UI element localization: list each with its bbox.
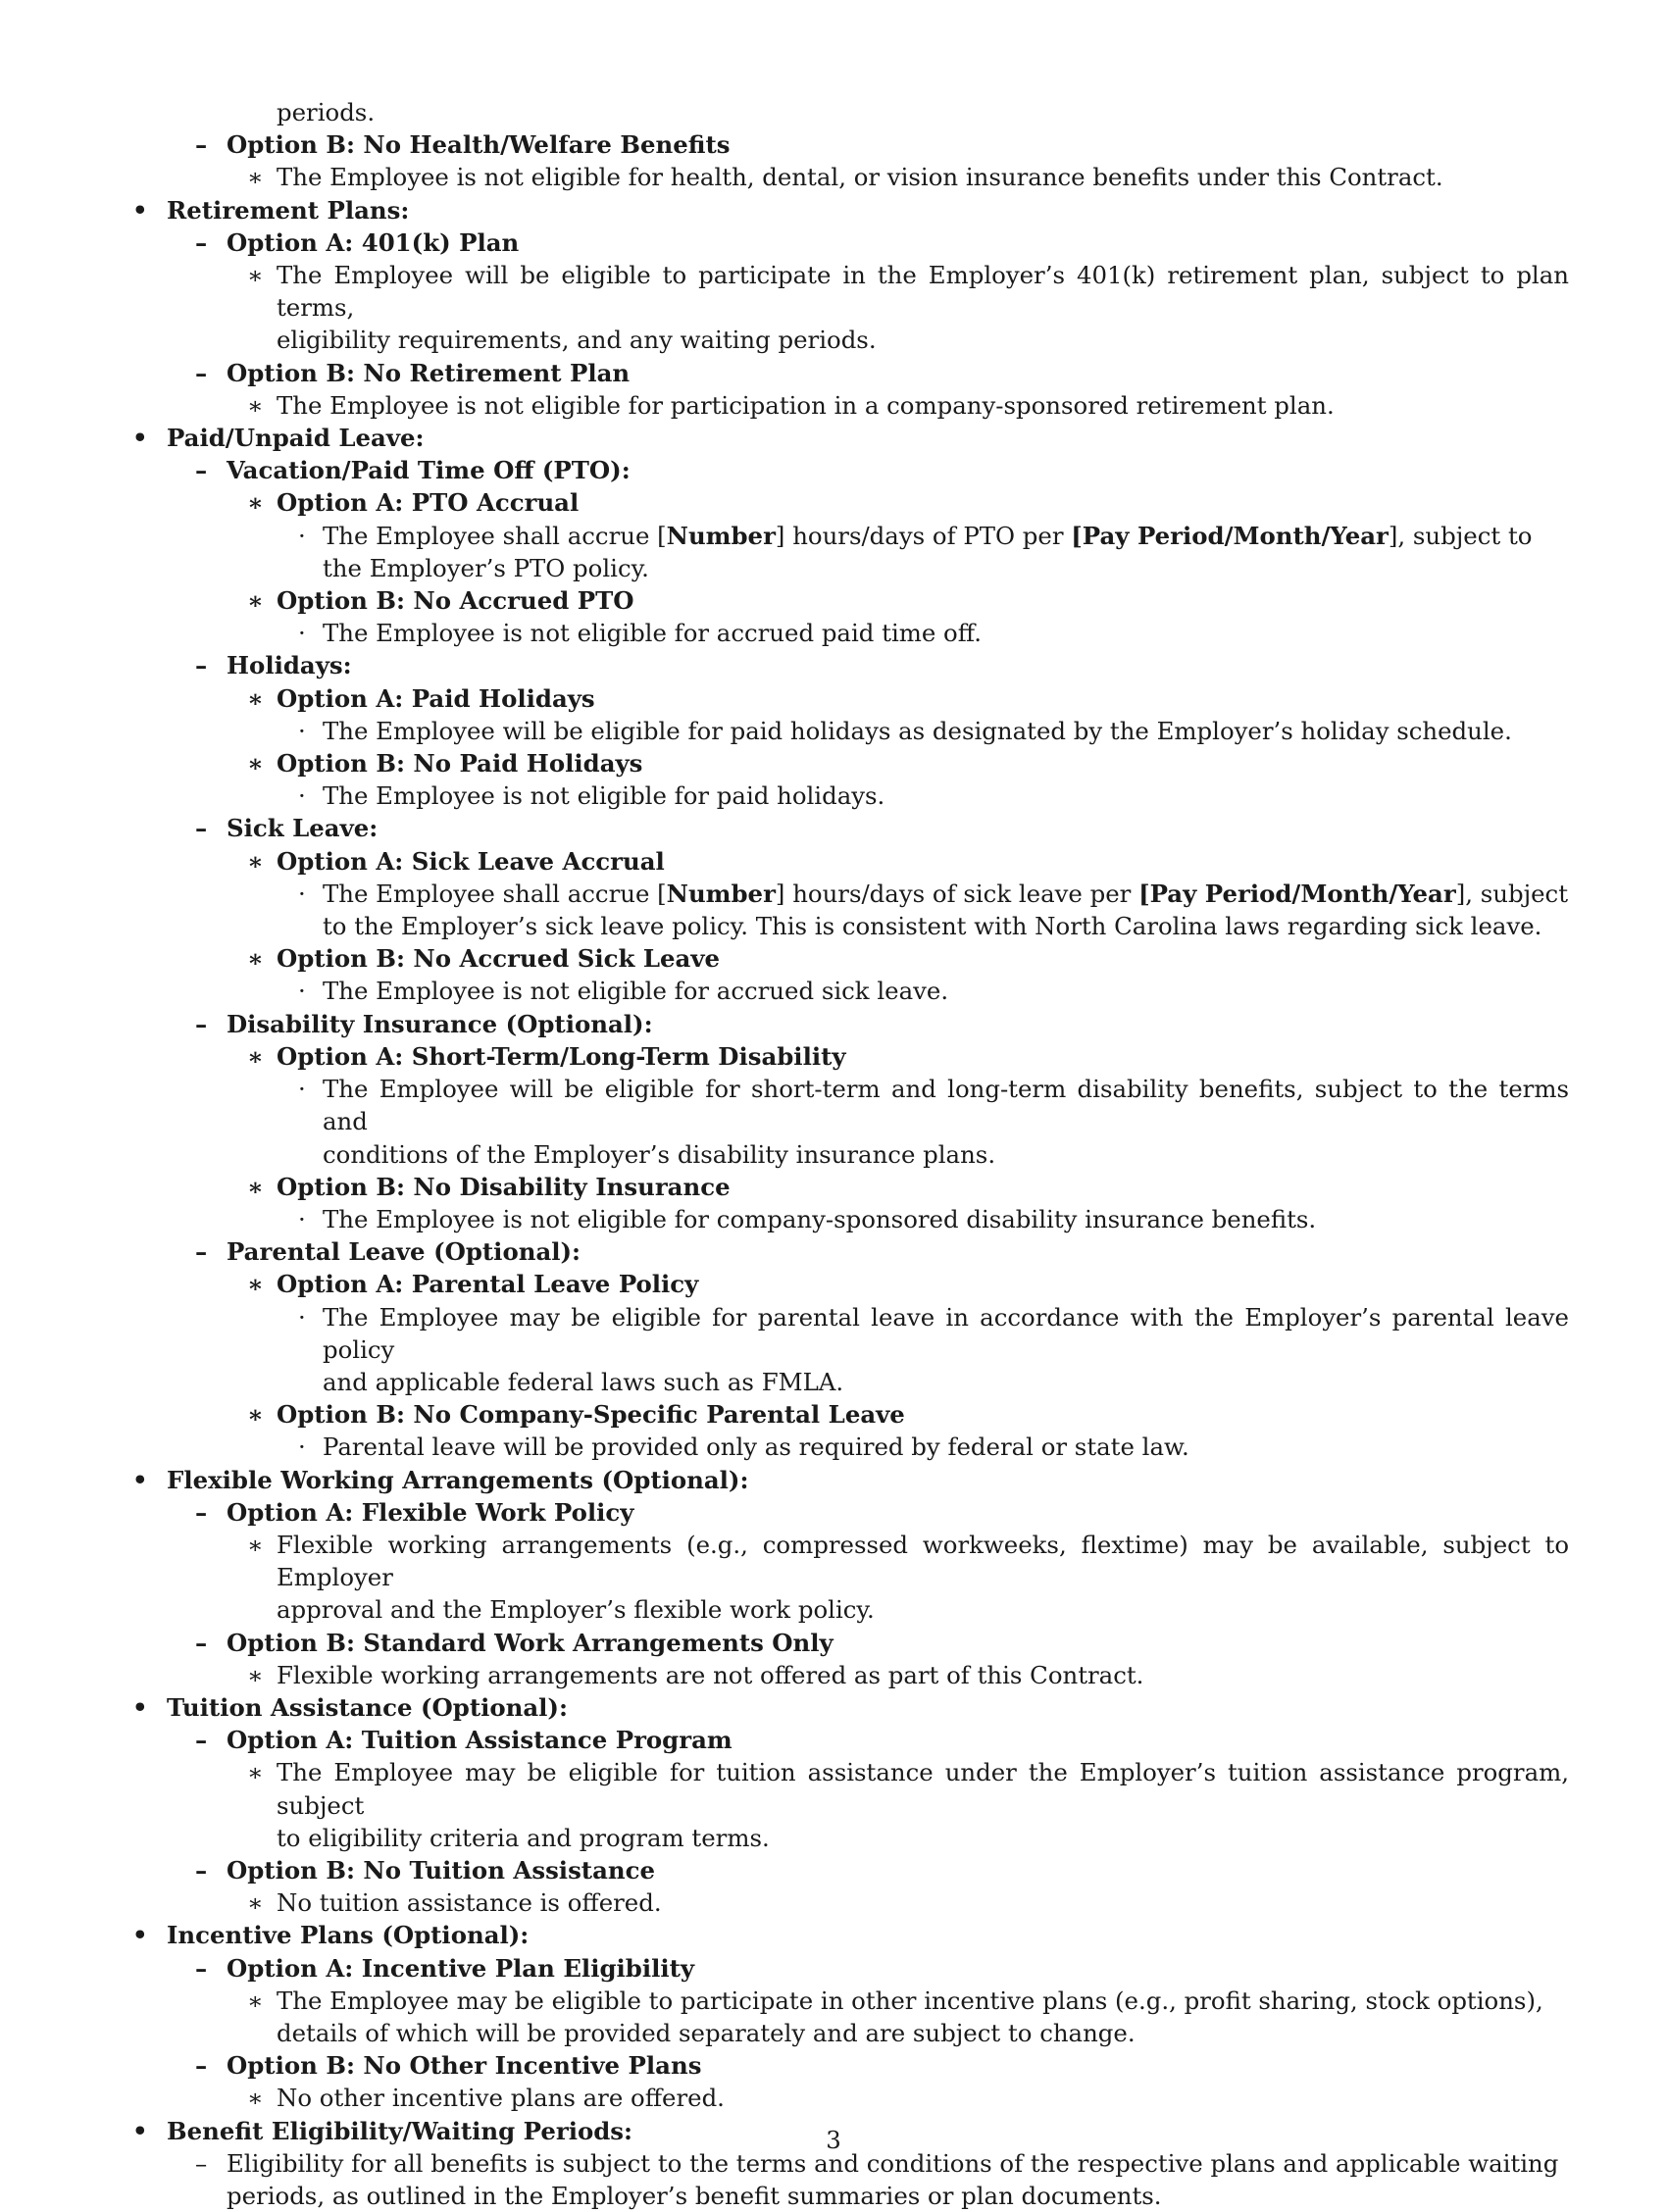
flexible-option-b-title: – Option B: Standard Work Arrangements Only: [132, 1627, 1569, 1659]
flexible-option-a-title: – Option A: Flexible Work Policy: [132, 1496, 1569, 1529]
bullet-marker: •: [132, 1921, 148, 1950]
sick-option-a-text-cont: to the Employer’s sick leave policy. This is consistent with North Carolina laws regarding sick leave.: [323, 912, 1542, 941]
holidays-option-b-text: · The Employee is not eligible for paid holidays.: [132, 779, 1569, 812]
dash-marker: –: [195, 2051, 208, 2081]
asterisk-marker: ∗: [247, 163, 264, 192]
sick-heading: – Sick Leave:: [132, 812, 1569, 844]
dot-marker: ·: [298, 1075, 306, 1104]
retirement-option-a-text: ∗ The Employee will be eligible to participate in the Employer’s 401(k) retirement plan, subject to plan terms,: [247, 261, 1569, 323]
parental-heading: – Parental Leave (Optional):: [132, 1235, 1569, 1268]
sick-option-a-title: ∗ Option A: Sick Leave Accrual: [132, 845, 1569, 878]
dash-marker: –: [195, 2148, 208, 2178]
asterisk-marker: ∗: [247, 846, 264, 876]
dash-marker: –: [195, 358, 208, 387]
dash-marker: –: [195, 1726, 208, 1755]
retirement-option-b-title: – Option B: No Retirement Plan: [132, 357, 1569, 389]
dash-marker: –: [195, 130, 208, 160]
pto-heading: – Vacation/Paid Time Off (PTO):: [132, 454, 1569, 486]
disability-option-a-title: ∗ Option A: Short-Term/Long-Term Disability: [132, 1040, 1569, 1073]
dash-marker: –: [195, 1855, 208, 1885]
eligibility-text-cont: periods, as outlined in the Employer’s benefit summaries or plan documents.: [227, 2182, 1162, 2210]
tuition-option-b-text: ∗ No tuition assistance is offered.: [132, 1886, 1569, 1919]
flexible-option-a-text: ∗ Flexible working arrangements (e.g., compressed workweeks, flextime) may be available, subject to Employer: [247, 1530, 1569, 1592]
dot-marker: ·: [298, 781, 306, 811]
disability-option-b-title: ∗ Option B: No Disability Insurance: [132, 1171, 1569, 1203]
asterisk-marker: ∗: [247, 1530, 264, 1559]
bullet-marker: •: [132, 2116, 148, 2145]
document-body: [132, 96, 1569, 2212]
dot-marker: ·: [298, 716, 306, 745]
asterisk-marker: ∗: [247, 683, 264, 713]
dot-marker: ·: [298, 879, 306, 908]
parental-option-a-text: · The Employee may be eligible for parental leave in accordance with the Employer’s parental leave policy: [298, 1302, 1569, 1364]
asterisk-marker: ∗: [247, 1758, 264, 1787]
asterisk-marker: ∗: [247, 749, 264, 779]
asterisk-marker: ∗: [247, 1041, 264, 1071]
dash-marker: –: [195, 1237, 208, 1267]
dot-marker: ·: [298, 619, 306, 648]
retirement-option-a-text-cont: eligibility requirements, and any waiting periods.: [277, 326, 877, 355]
bullet-marker: •: [132, 1465, 148, 1494]
health-option-b-title: – Option B: No Health/Welfare Benefits: [132, 128, 1569, 161]
page-number: 3: [826, 2126, 841, 2154]
dot-marker: ·: [298, 1433, 306, 1462]
disability-heading: – Disability Insurance (Optional):: [132, 1008, 1569, 1040]
retirement-option-a-title: – Option A: 401(k) Plan: [132, 226, 1569, 259]
incentive-option-a-text: ∗ The Employee may be eligible to participate in other incentive plans (e.g., profit sharing, stock options),: [132, 1985, 1569, 2017]
sick-option-a-text: · The Employee shall accrue [Number] hours/days of sick leave per [Pay Period/Month/Year], subject: [132, 878, 1569, 910]
pto-option-a-title: ∗ Option A: PTO Accrual: [132, 486, 1569, 519]
holidays-option-a-text: · The Employee will be eligible for paid holidays as designated by the Employer’s holiday schedule.: [132, 715, 1569, 747]
sick-option-b-text: · The Employee is not eligible for accrued sick leave.: [132, 975, 1569, 1007]
dash-marker: –: [195, 1009, 208, 1038]
flexible-heading: • Flexible Working Arrangements (Optional):: [132, 1464, 1569, 1496]
incentive-option-b-title: – Option B: No Other Incentive Plans: [132, 2049, 1569, 2082]
flexible-option-a-text-cont: approval and the Employer’s flexible work policy.: [277, 1595, 875, 1625]
retirement-heading: • Retirement Plans:: [132, 194, 1569, 226]
asterisk-marker: ∗: [247, 1172, 264, 1201]
dot-marker: ·: [298, 521, 306, 550]
disability-option-a-text: · The Employee will be eligible for short-term and long-term disability benefits, subject to the terms and: [298, 1075, 1569, 1136]
asterisk-marker: ∗: [247, 390, 264, 420]
bullet-marker: •: [132, 195, 148, 225]
incentive-option-a-title: – Option A: Incentive Plan Eligibility: [132, 1952, 1569, 1985]
bullet-marker: •: [132, 424, 148, 453]
carryover-text: periods.: [277, 98, 376, 126]
tuition-option-b-title: – Option B: No Tuition Assistance: [132, 1854, 1569, 1886]
bullet-marker: •: [132, 1692, 148, 1722]
pto-option-b-text: · The Employee is not eligible for accrued paid time off.: [132, 617, 1569, 649]
pto-option-a-text: · The Employee shall accrue [Number] hours/days of PTO per [Pay Period/Month/Year], subject to: [132, 520, 1569, 552]
asterisk-marker: ∗: [247, 1888, 264, 1918]
dash-marker: –: [195, 456, 208, 485]
asterisk-marker: ∗: [247, 944, 264, 974]
parental-option-b-title: ∗ Option B: No Company-Specific Parental Leave: [132, 1398, 1569, 1431]
leave-heading: • Paid/Unpaid Leave:: [132, 422, 1569, 454]
dash-marker: –: [195, 1953, 208, 1983]
tuition-option-a-text: ∗ The Employee may be eligible for tuition assistance under the Employer’s tuition assistance program, subject: [247, 1758, 1569, 1820]
dash-marker: –: [195, 651, 208, 680]
incentive-heading: • Incentive Plans (Optional):: [132, 1919, 1569, 1951]
pto-option-a-text-cont: the Employer’s PTO policy.: [323, 553, 649, 582]
sick-option-b-title: ∗ Option B: No Accrued Sick Leave: [132, 942, 1569, 975]
asterisk-marker: ∗: [247, 586, 264, 616]
parental-option-a-text-cont: and applicable federal laws such as FMLA.: [323, 1367, 844, 1396]
holidays-option-a-title: ∗ Option A: Paid Holidays: [132, 682, 1569, 715]
dash-marker: –: [195, 1628, 208, 1657]
flexible-option-b-text: ∗ Flexible working arrangements are not offered as part of this Contract.: [132, 1659, 1569, 1691]
asterisk-marker: ∗: [247, 261, 264, 290]
eligibility-heading: • Benefit Eligibility/Waiting Periods:: [132, 2115, 1569, 2147]
tuition-heading: • Tuition Assistance (Optional):: [132, 1691, 1569, 1724]
incentive-option-b-text: ∗ No other incentive plans are offered.: [132, 2082, 1569, 2114]
asterisk-marker: ∗: [247, 1270, 264, 1299]
parental-option-b-text: · Parental leave will be provided only as required by federal or state law.: [132, 1431, 1569, 1463]
disability-option-a-text-cont: conditions of the Employer’s disability insurance plans.: [323, 1139, 996, 1169]
asterisk-marker: ∗: [247, 2084, 264, 2113]
asterisk-marker: ∗: [247, 1660, 264, 1689]
incentive-option-a-text-cont: details of which will be provided separately and are subject to change.: [277, 2018, 1136, 2047]
dash-marker: –: [195, 1497, 208, 1527]
tuition-option-a-title: – Option A: Tuition Assistance Program: [132, 1724, 1569, 1756]
dot-marker: ·: [298, 1204, 306, 1233]
dash-marker: –: [195, 814, 208, 843]
asterisk-marker: ∗: [247, 488, 264, 518]
dot-marker: ·: [298, 1302, 306, 1332]
asterisk-marker: ∗: [247, 1400, 264, 1430]
asterisk-marker: ∗: [247, 1986, 264, 2015]
health-option-b-text: ∗ The Employee is not eligible for health, dental, or vision insurance benefits under this Contract.: [132, 161, 1569, 193]
retirement-option-b-text: ∗ The Employee is not eligible for participation in a company-sponsored retirement plan.: [132, 389, 1569, 422]
disability-option-b-text: · The Employee is not eligible for company-sponsored disability insurance benefits.: [132, 1203, 1569, 1235]
parental-option-a-title: ∗ Option A: Parental Leave Policy: [132, 1268, 1569, 1300]
holidays-option-b-title: ∗ Option B: No Paid Holidays: [132, 747, 1569, 779]
pto-option-b-title: ∗ Option B: No Accrued PTO: [132, 584, 1569, 617]
dot-marker: ·: [298, 977, 306, 1006]
eligibility-text: – Eligibility for all benefits is subject to the terms and conditions of the respective plans and applicable waiting: [132, 2147, 1569, 2180]
tuition-option-a-text-cont: to eligibility criteria and program terms.: [277, 1823, 770, 1852]
holidays-heading: – Holidays:: [132, 649, 1569, 681]
dash-marker: –: [195, 227, 208, 257]
